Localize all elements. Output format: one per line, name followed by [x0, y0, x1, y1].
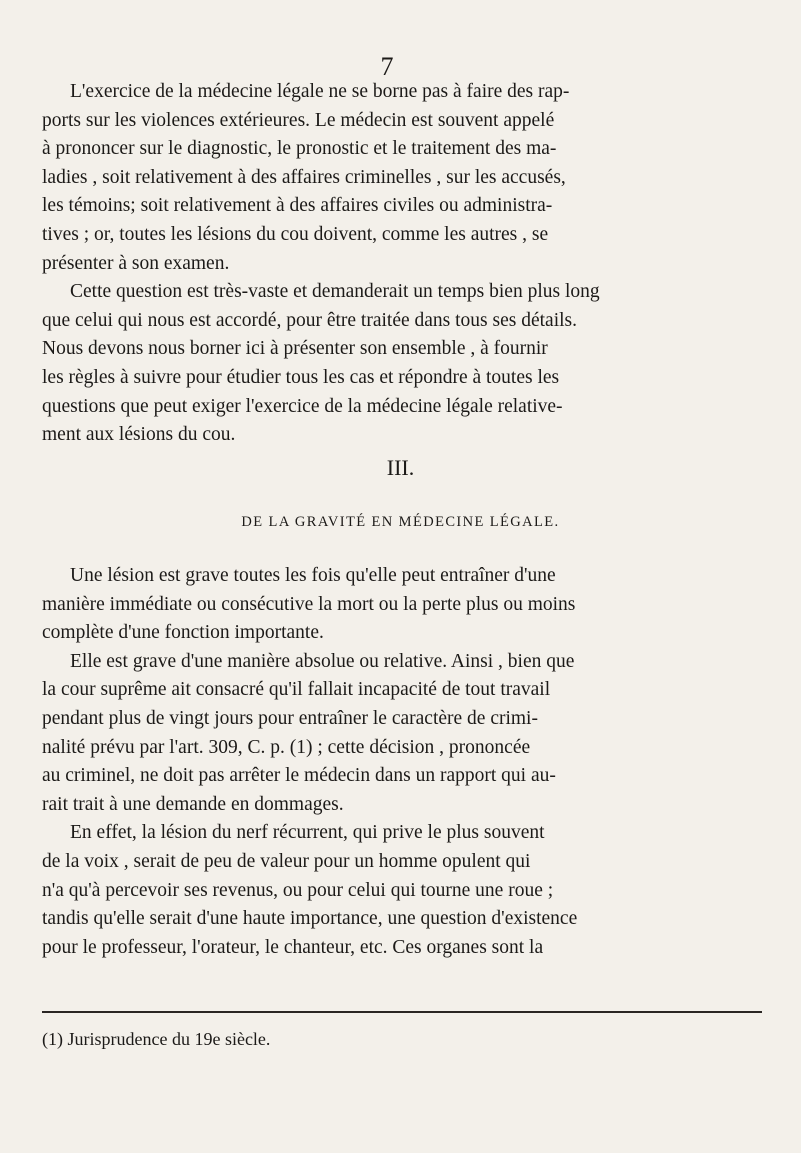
section-title: DE LA GRAVITÉ EN MÉDECINE LÉGALE. [241, 514, 560, 530]
text-line: pendant plus de vingt jours pour entraîner le caractère de crimi- [42, 707, 538, 729]
text-line: En effet, la lésion du nerf récurrent, qui prive le plus souvent [70, 822, 545, 844]
footnote-divider [42, 1011, 762, 1013]
paragraph [42, 562, 760, 648]
text-line: tives ; or, toutes les lésions du cou doivent, comme les autres , se [42, 223, 549, 245]
text-line: complète d'une fonction importante. [42, 622, 324, 644]
text-line: Elle est grave d'une manière absolue ou relative. Ainsi , bien que [70, 650, 575, 672]
section-number: III. [386, 455, 415, 480]
text-line: nalité prévu par l'art. 309, C. p. (1) ; cette décision , prononcée [42, 736, 531, 758]
text-line: pour le professeur, l'orateur, le chanteur, etc. Ces organes sont la [42, 936, 544, 958]
text-line: au criminel, ne doit pas arrêter le médecin dans un rapport qui au- [42, 765, 556, 787]
text-line: Nous devons nous borner ici à présenter son ensemble , à fournir [42, 338, 548, 360]
text-block-section [42, 562, 760, 962]
text-line: questions que peut exiger l'exercice de la médecine légale relative- [42, 395, 563, 417]
text-line: n'a qu'à percevoir ses revenus, ou pour celui qui tourne une roue ; [42, 879, 554, 901]
text-line: les témoins; soit relativement à des affaires civiles ou administra- [42, 195, 553, 217]
paragraph [42, 278, 760, 450]
text-line: ports sur les violences extérieures. Le médecin est souvent appelé [42, 109, 555, 131]
text-line: à prononcer sur le diagnostic, le pronostic et le traitement des ma- [42, 138, 557, 160]
text-line: Cette question est très-vaste et demanderait un temps bien plus long [70, 281, 600, 303]
text-line: rait trait à une demande en dommages. [42, 793, 344, 815]
page-number: 7 [380, 52, 394, 81]
text-line: de la voix , serait de peu de valeur pour un homme opulent qui [42, 850, 531, 872]
text-line: présenter à son examen. [42, 252, 230, 274]
text-line: les règles à suivre pour étudier tous les cas et répondre à toutes les [42, 366, 560, 388]
text-line: Une lésion est grave toutes les fois qu'elle peut entraîner d'une [70, 565, 556, 586]
paragraph [42, 648, 760, 820]
text-block-intro [42, 78, 760, 450]
text-line: ladies , soit relativement à des affaires criminelles , sur les accusés, [42, 166, 566, 188]
paragraph [42, 819, 760, 962]
text-line: L'exercice de la médecine légale ne se borne pas à faire des rap- [70, 81, 570, 102]
text-line: la cour suprême ait consacré qu'il fallait incapacité de tout travail [42, 679, 551, 701]
text-line: manière immédiate ou consécutive la mort ou la perte plus ou moins [42, 593, 576, 615]
paragraph [42, 78, 760, 278]
footnote: (1) Jurisprudence du 19e siècle. [42, 1029, 271, 1049]
text-line: ment aux lésions du cou. [42, 424, 236, 446]
text-line: que celui qui nous est accordé, pour être traitée dans tous ses détails. [42, 309, 577, 331]
text-line: tandis qu'elle serait d'une haute importance, une question d'existence [42, 908, 578, 930]
